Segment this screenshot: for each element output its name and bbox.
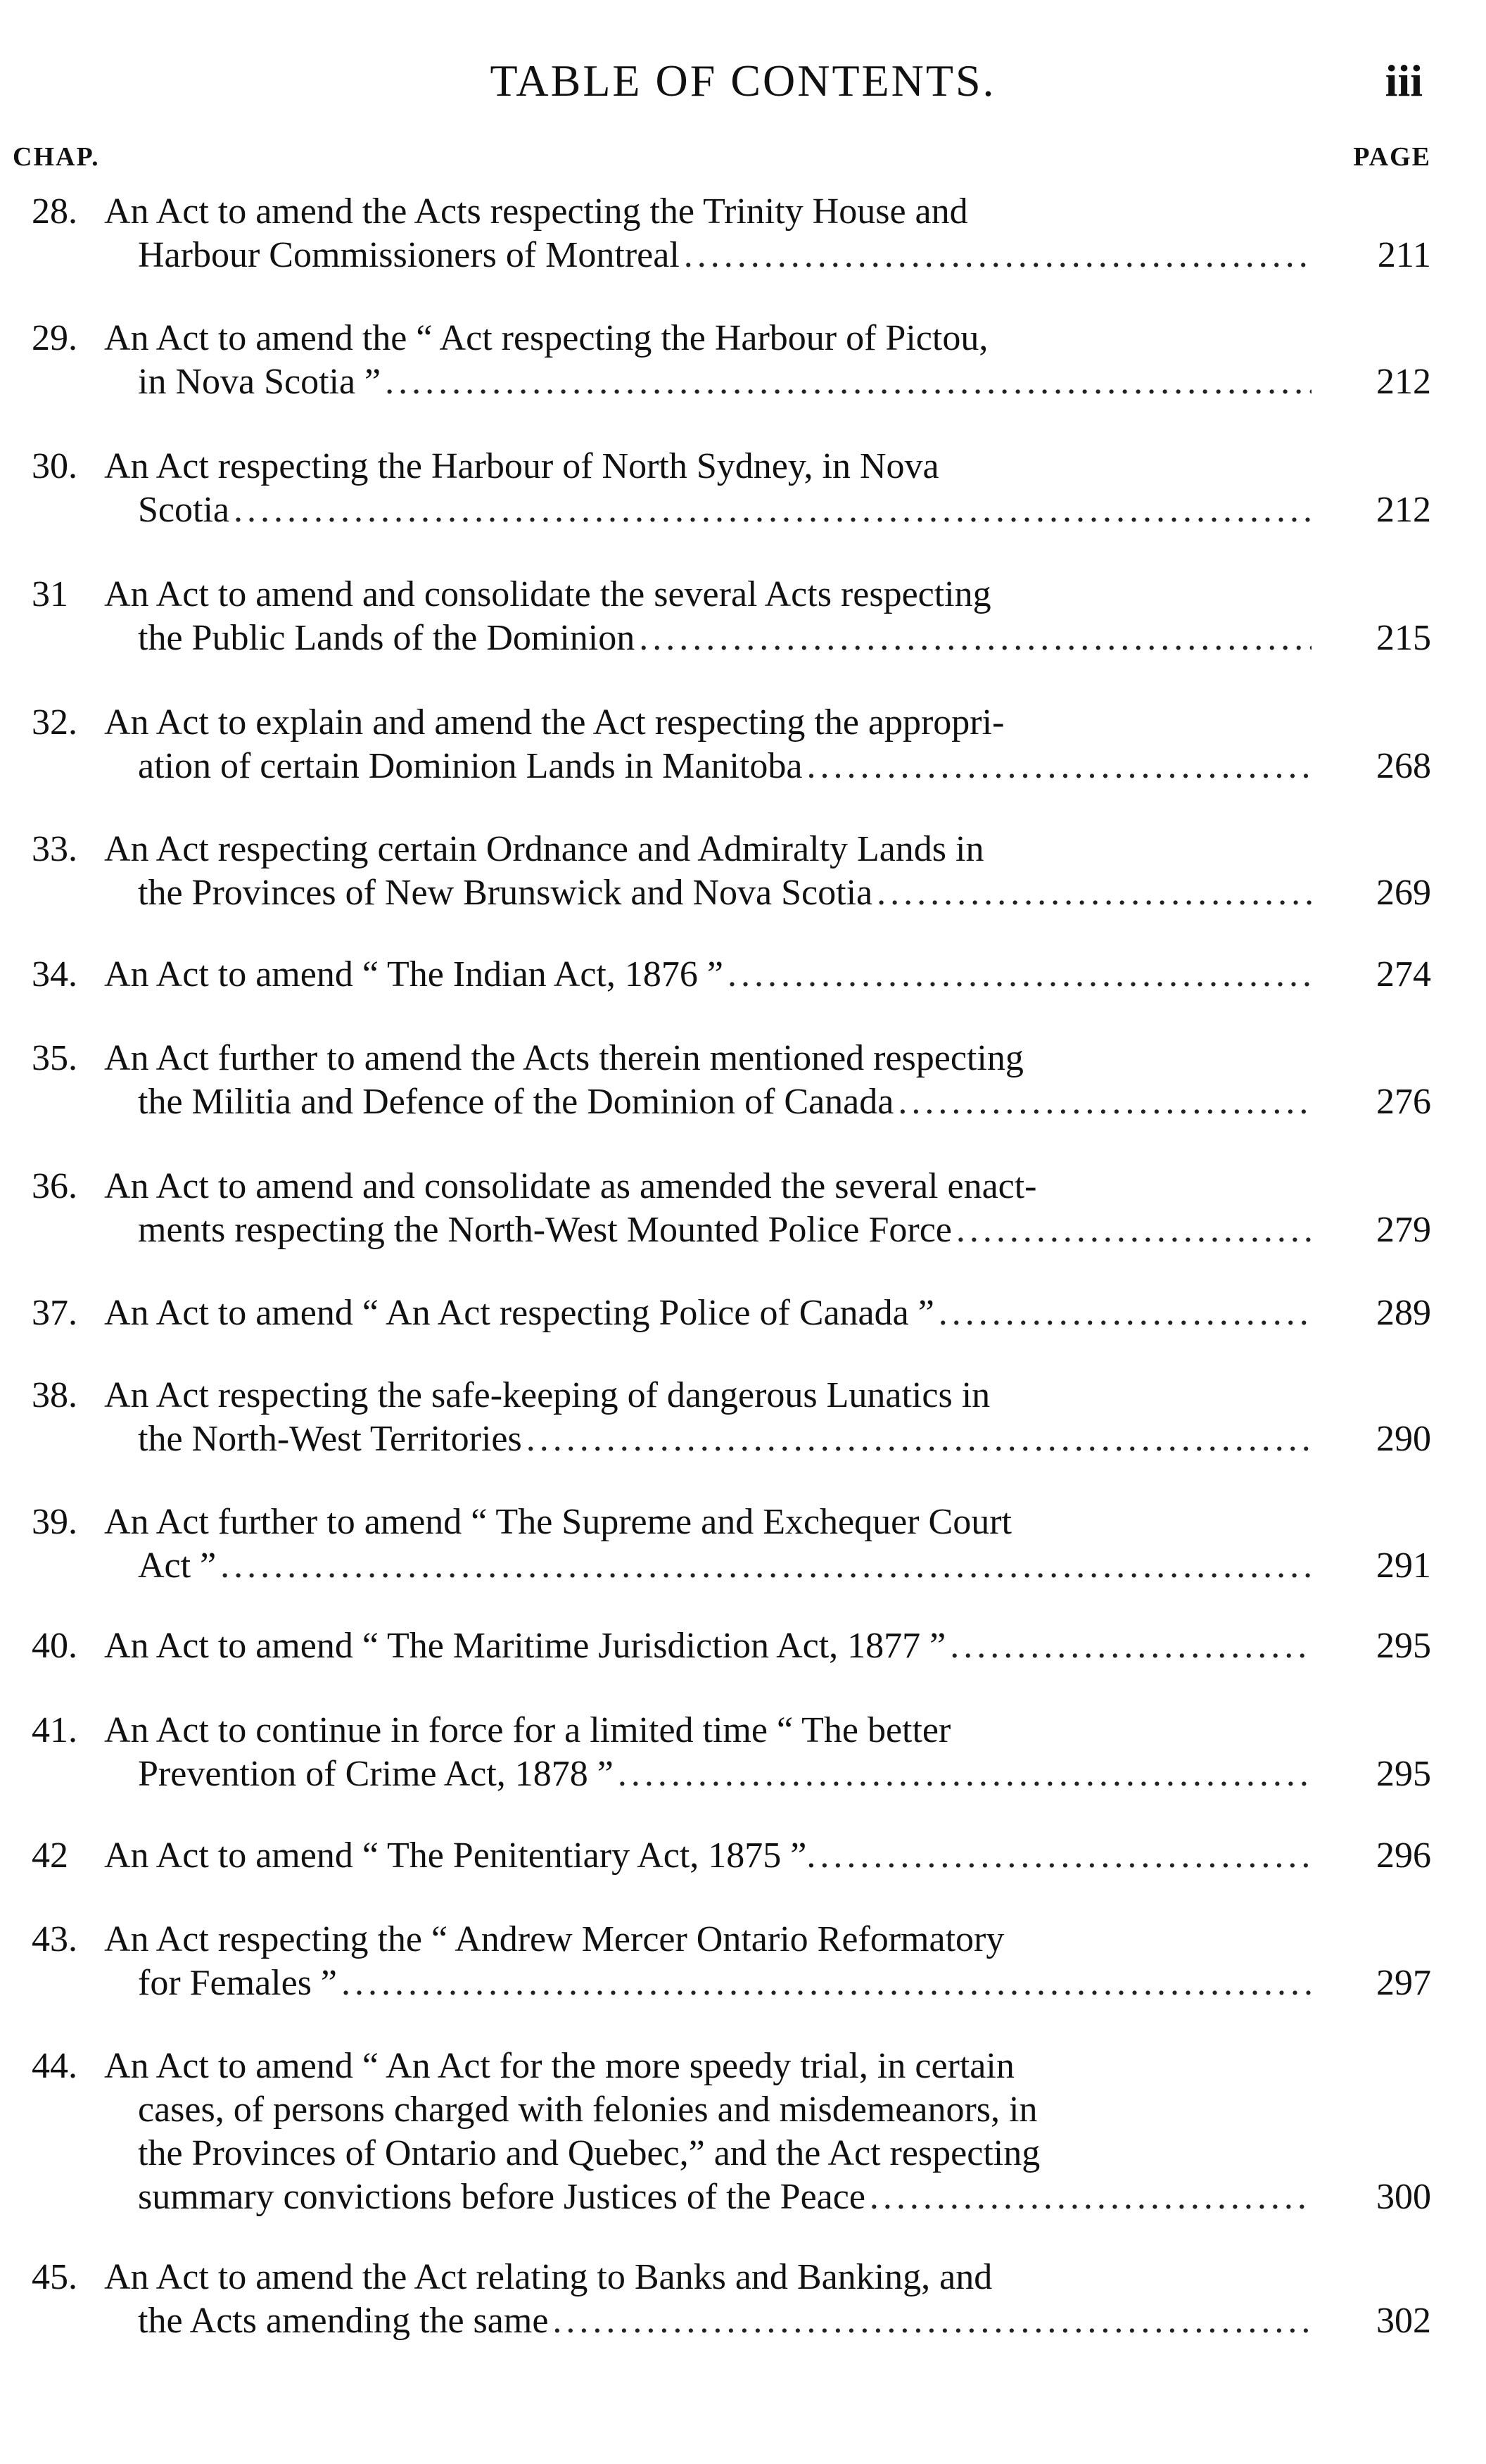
column-headings <box>0 137 1486 179</box>
page-number: 212 <box>1376 362 1431 402</box>
dot-leader <box>950 1624 1312 1668</box>
entry-title-line: An Act respecting the safe-keeping of dangerous Lunatics in <box>104 1375 991 1415</box>
entry-title-line: An Act to amend “ An Act for the more speedy trial, in certain <box>104 2046 1015 2086</box>
entry-title <box>104 2045 1314 2219</box>
chapter-number: 35. <box>32 1038 77 1078</box>
entry-title-line: An Act to continue in force for a limited time “ The better <box>104 1710 951 1750</box>
entry-title-line: An Act to amend the “ Act respecting the Harbour of Pictou, <box>104 318 989 358</box>
dot-leader <box>552 2299 1312 2343</box>
entry-title <box>104 317 1314 404</box>
entry-title-line: ation of certain Dominion Lands in Manitoba ..... <box>104 745 1314 788</box>
entry-title-line: An Act further to amend “ The Supreme and Exchequer Court <box>104 1502 1012 1542</box>
chapter-number: 37. <box>32 1293 77 1333</box>
entry-title-line: An Act respecting the Harbour of North Sydney, in Nova <box>104 446 939 486</box>
dot-leader <box>806 745 1312 788</box>
page-number: 291 <box>1376 1546 1431 1586</box>
dot-leader <box>526 1417 1312 1461</box>
page-number: 297 <box>1376 1963 1431 2003</box>
entry-title-line: cases, of persons charged with felonies and misdemeanors, in <box>138 2090 1038 2130</box>
chapter-number: 45. <box>32 2257 77 2297</box>
dot-leader <box>877 871 1312 915</box>
page-header <box>0 49 1486 127</box>
page-number: 212 <box>1376 490 1431 530</box>
chapter-number: 43. <box>32 1919 77 1959</box>
entry-title <box>104 1374 1314 1461</box>
entry-title-line: the Militia and Defence of the Dominion of Canada ..... <box>104 1080 1314 1124</box>
entry-title-line: An Act to explain and amend the Act respecting the appropri- <box>104 702 1005 743</box>
entry-title-line: An Act to amend and consolidate as amended the several enact- <box>104 1166 1037 1206</box>
page-number: 300 <box>1376 2177 1431 2217</box>
entry-title-line: the Provinces of New Brunswick and Nova Scotia ..... <box>104 871 1314 915</box>
entry-title <box>104 445 1314 532</box>
dot-leader <box>618 1752 1312 1796</box>
entry-title <box>104 573 1314 660</box>
chapter-number: 34. <box>32 954 77 994</box>
chapter-number: 28. <box>32 191 77 232</box>
dot-leader <box>939 1291 1312 1335</box>
page-folio: iii <box>1385 56 1423 106</box>
chapter-number: 30. <box>32 446 77 486</box>
entry-title-line: the Public Lands of the Dominion ..... <box>104 617 1314 660</box>
entry-title-line: An Act to amend “ An Act respecting Police of Canada ” ..... <box>104 1291 1314 1335</box>
entry-title <box>104 1918 1314 2005</box>
entry-title <box>104 701 1314 788</box>
page-column-heading: PAGE <box>1353 142 1431 172</box>
chapter-number: 29. <box>32 318 77 358</box>
chapter-number: 39. <box>32 1502 77 1542</box>
entry-title-line: An Act to amend the Acts respecting the Trinity House and <box>104 191 968 232</box>
entry-title <box>104 1037 1314 1124</box>
entry-title-line: summary convictions before Justices of the Peace ..... <box>104 2175 1314 2219</box>
dot-leader <box>870 2175 1312 2219</box>
entry-title-line: An Act to amend and consolidate the several Acts respecting <box>104 574 991 614</box>
entry-title <box>104 190 1314 277</box>
dot-leader <box>234 488 1312 532</box>
page-number: 268 <box>1376 746 1431 786</box>
dot-leader <box>220 1544 1312 1588</box>
chapter-number: 40. <box>32 1626 77 1666</box>
entry-title <box>104 1624 1314 1668</box>
chapter-number: 41. <box>32 1710 77 1750</box>
dot-leader <box>385 360 1312 404</box>
entry-title-line: the Provinces of Ontario and Quebec,” and the Act respecting <box>138 2133 1041 2173</box>
entry-title <box>104 1291 1314 1335</box>
entry-title-line: for Females ” ..... <box>104 1961 1314 2005</box>
page-number: 274 <box>1376 954 1431 994</box>
dot-leader <box>684 234 1312 277</box>
chapter-number: 44. <box>32 2046 77 2086</box>
chapter-number: 32. <box>32 702 77 743</box>
page-number: 276 <box>1376 1082 1431 1122</box>
entry-title <box>104 1709 1314 1796</box>
entry-title-line: An Act to amend “ The Penitentiary Act, 1875 ”. ..... <box>104 1834 1314 1878</box>
page-number: 269 <box>1376 873 1431 913</box>
entry-title-line: An Act to amend “ The Maritime Jurisdiction Act, 1877 ” ..... <box>104 1624 1314 1668</box>
entry-title <box>104 1165 1314 1252</box>
dot-leader <box>639 617 1312 660</box>
chapter-number: 33. <box>32 829 77 869</box>
chapter-column-heading: CHAP. <box>13 142 100 172</box>
entry-title-line: Scotia ..... <box>104 488 1314 532</box>
chapter-number: 36. <box>32 1166 77 1206</box>
page-number: 279 <box>1376 1210 1431 1250</box>
dot-leader <box>341 1961 1312 2005</box>
entry-title <box>104 1834 1314 1878</box>
page-number: 290 <box>1376 1419 1431 1459</box>
page-number: 295 <box>1376 1754 1431 1794</box>
chapter-number: 31 <box>32 574 68 614</box>
chapter-number: 42 <box>32 1836 68 1876</box>
entry-title-line: Act ” ..... <box>104 1544 1314 1588</box>
entry-title-line: An Act respecting the “ Andrew Mercer Ontario Reformatory <box>104 1919 1005 1959</box>
entry-title <box>104 828 1314 915</box>
page-number: 215 <box>1376 618 1431 658</box>
entry-title-line: An Act to amend the Act relating to Banks and Banking, and <box>104 2257 993 2297</box>
entry-title-line: the North-West Territories ..... <box>104 1417 1314 1461</box>
dot-leader <box>898 1080 1312 1124</box>
entry-title-line: in Nova Scotia ” ..... <box>104 360 1314 404</box>
page-number: 296 <box>1376 1836 1431 1876</box>
entry-title-line: An Act to amend “ The Indian Act, 1876 ” ..... <box>104 953 1314 997</box>
dot-leader <box>956 1208 1312 1252</box>
entry-title-line: Prevention of Crime Act, 1878 ” ..... <box>104 1752 1314 1796</box>
page-number: 289 <box>1376 1293 1431 1333</box>
entry-title-line: An Act further to amend the Acts therein mentioned respecting <box>104 1038 1024 1078</box>
entry-title <box>104 953 1314 997</box>
entry-title <box>104 2256 1314 2343</box>
page-number: 295 <box>1376 1626 1431 1666</box>
entry-title-line: ments respecting the North-West Mounted Police Force ..... <box>104 1208 1314 1252</box>
page-title: TABLE OF CONTENTS. <box>490 56 996 106</box>
chapter-number: 38. <box>32 1375 77 1415</box>
page-number: 302 <box>1376 2301 1431 2341</box>
page-number: 211 <box>1377 235 1431 275</box>
dot-leader <box>728 953 1312 997</box>
entry-title-line: An Act respecting certain Ordnance and Admiralty Lands in <box>104 829 984 869</box>
entry-title <box>104 1500 1314 1588</box>
dot-leader <box>820 1834 1312 1878</box>
entry-title-line: the Acts amending the same ..... <box>104 2299 1314 2343</box>
entry-title-line: Harbour Commissioners of Montreal ..... <box>104 234 1314 277</box>
